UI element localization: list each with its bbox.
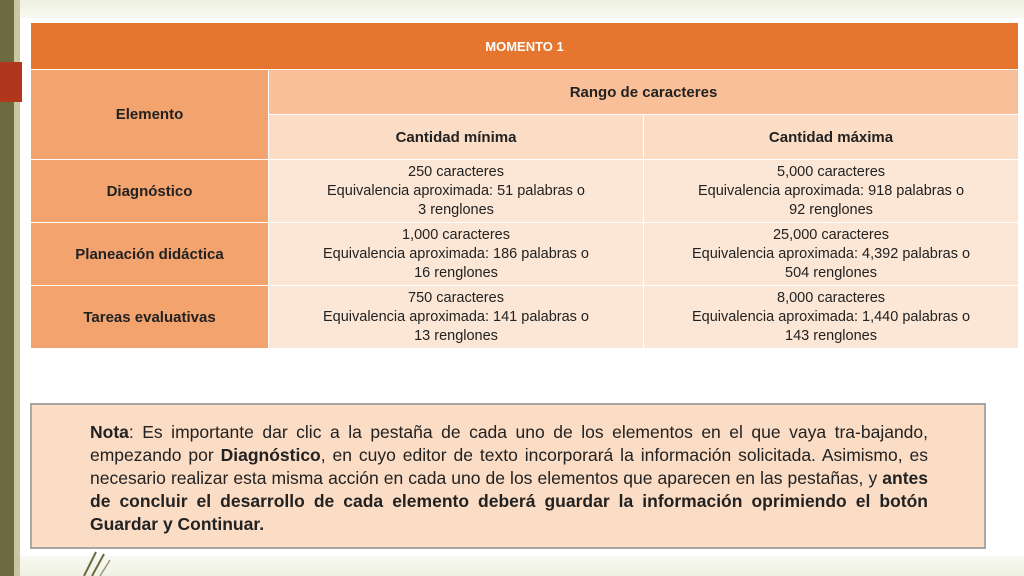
header-rango: Rango de caracteres: [269, 70, 1019, 115]
cell-line: Equivalencia aproximada: 918 palabras o: [698, 182, 965, 199]
cell-line: 250 caracteres: [408, 163, 504, 180]
characters-table-container: [30, 22, 1018, 349]
characters-table: [30, 22, 1019, 349]
cell-line: Equivalencia aproximada: 186 palabras o: [322, 245, 589, 262]
cell-line: 92 renglones: [789, 201, 873, 218]
table-row: [31, 160, 1019, 223]
header-cantidad-minima: Cantidad mínima: [269, 115, 644, 160]
cell-line: 16 renglones: [414, 264, 498, 281]
row-label-planeacion: Planeación didáctica: [31, 223, 269, 286]
slide-bottom-band: [20, 556, 1024, 576]
header-cantidad-maxima: Cantidad máxima: [644, 115, 1019, 160]
cell-max-tareas: [644, 286, 1019, 349]
table-title: MOMENTO 1: [31, 23, 1019, 70]
table-row: [31, 286, 1019, 349]
cell-line: 5,000 caracteres: [777, 163, 886, 180]
row-label-diagnostico: Diagnóstico: [31, 160, 269, 223]
note-box: [30, 403, 986, 549]
row-label-tareas: Tareas evaluativas: [31, 286, 269, 349]
header-elemento: Elemento: [31, 70, 269, 160]
cell-line: 8,000 caracteres: [777, 289, 886, 306]
note-text-2: , en cuyo editor de texto incorporará la información solicitada. Asimismo, es necesario realizar esta misma acción en cada uno de los elementos que aparecen en las pestañas, y: [90, 445, 928, 488]
cell-max-planeacion: [644, 223, 1019, 286]
note-bold-instruction: antes de concluir el desarrollo de cada elemento deberá guardar la información oprimiendo el botón Guardar y Continuar.: [90, 468, 928, 534]
cell-line: Equivalencia aproximada: 4,392 palabras o: [691, 245, 971, 262]
note-bold-diagnostico: Diagnóstico: [220, 445, 321, 465]
cell-line: 25,000 caracteres: [772, 226, 890, 243]
cell-line: Equivalencia aproximada: 1,440 palabras o: [691, 308, 971, 325]
cell-min-diagnostico: [269, 160, 644, 223]
cell-line: Equivalencia aproximada: 51 palabras o: [327, 182, 585, 199]
decorative-lines: [70, 548, 130, 576]
cell-min-planeacion: [269, 223, 644, 286]
slide-accent-tab: [0, 62, 22, 102]
note-label: Nota: [90, 422, 129, 442]
cell-max-diagnostico: [644, 160, 1019, 223]
table-row: [31, 223, 1019, 286]
slide-top-band: [20, 0, 1024, 18]
cell-line: 143 renglones: [785, 327, 877, 344]
cell-line: 504 renglones: [785, 264, 877, 281]
cell-line: 750 caracteres: [408, 289, 504, 306]
cell-line: 3 renglones: [418, 201, 494, 218]
note-text-1: : Es importante dar clic a la pestaña de cada uno de los elementos en el que vaya tra-bajando, empezando por: [90, 422, 928, 465]
cell-line: 13 renglones: [414, 327, 498, 344]
cell-min-tareas: [269, 286, 644, 349]
cell-line: 1,000 caracteres: [401, 226, 510, 243]
cell-line: Equivalencia aproximada: 141 palabras o: [322, 308, 589, 325]
